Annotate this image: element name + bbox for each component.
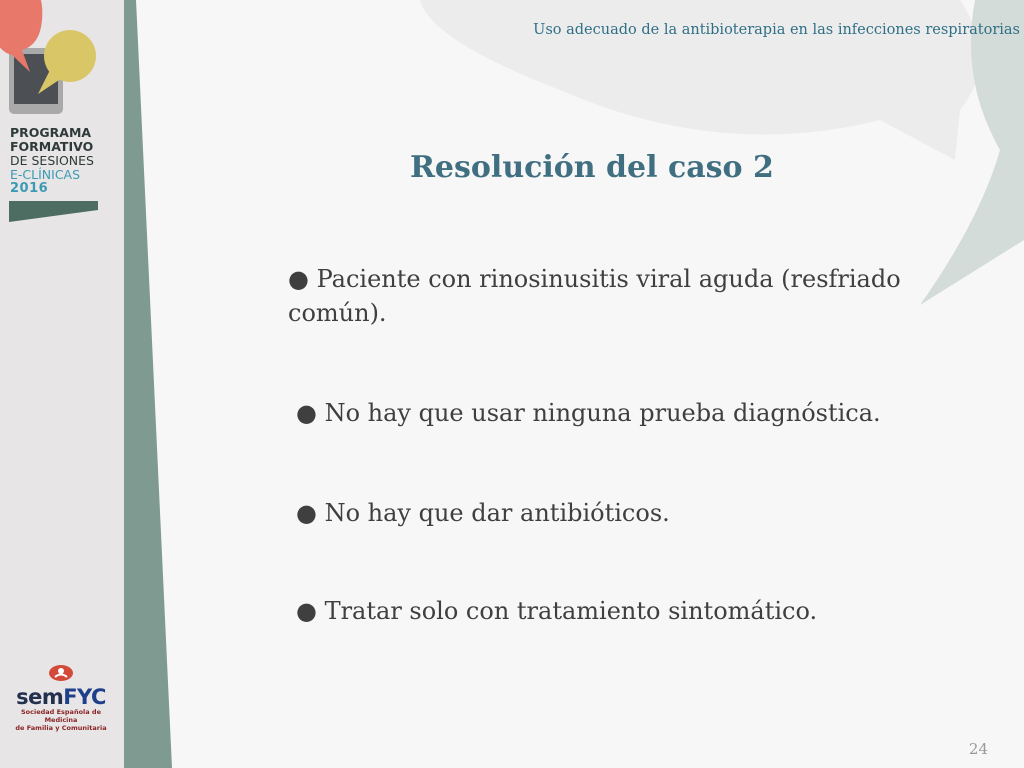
program-title [10, 126, 125, 196]
program-year: 2016 [10, 181, 49, 196]
semfyc-emblem-icon [46, 664, 76, 682]
semfyc-name [6, 686, 116, 708]
bullet-2: ● No hay que usar ninguna prueba diagnóstica. [296, 399, 881, 427]
program-line-2: FORMATIVO [10, 139, 94, 154]
semfyc-subtitle-2: de Familia y Comunitaria [15, 724, 107, 732]
program-line-3: DE SESIONES [10, 153, 94, 168]
program-line-4: E-CLÍNICAS [10, 167, 81, 182]
slide-title: Resolución del caso 2 [410, 150, 774, 185]
bullet-1: ● Paciente con rinosinusitis viral aguda (resfriado común). [288, 265, 901, 327]
program-line-1: PROGRAMA [10, 125, 92, 140]
bullet-4: ● Tratar solo con tratamiento sintomático. [296, 597, 818, 625]
semfyc-logo [6, 664, 116, 732]
semfyc-name-part1: sem [16, 685, 64, 709]
header-title: Uso adecuado de la antibioterapia en las infecciones respiratorias [533, 22, 1020, 38]
bullet-3: ● No hay que dar antibióticos. [296, 499, 670, 527]
semfyc-name-part2: FYC [63, 685, 106, 709]
semfyc-subtitle-1: Sociedad Española de Medicina [21, 708, 101, 724]
page-number: 24 [968, 740, 988, 758]
